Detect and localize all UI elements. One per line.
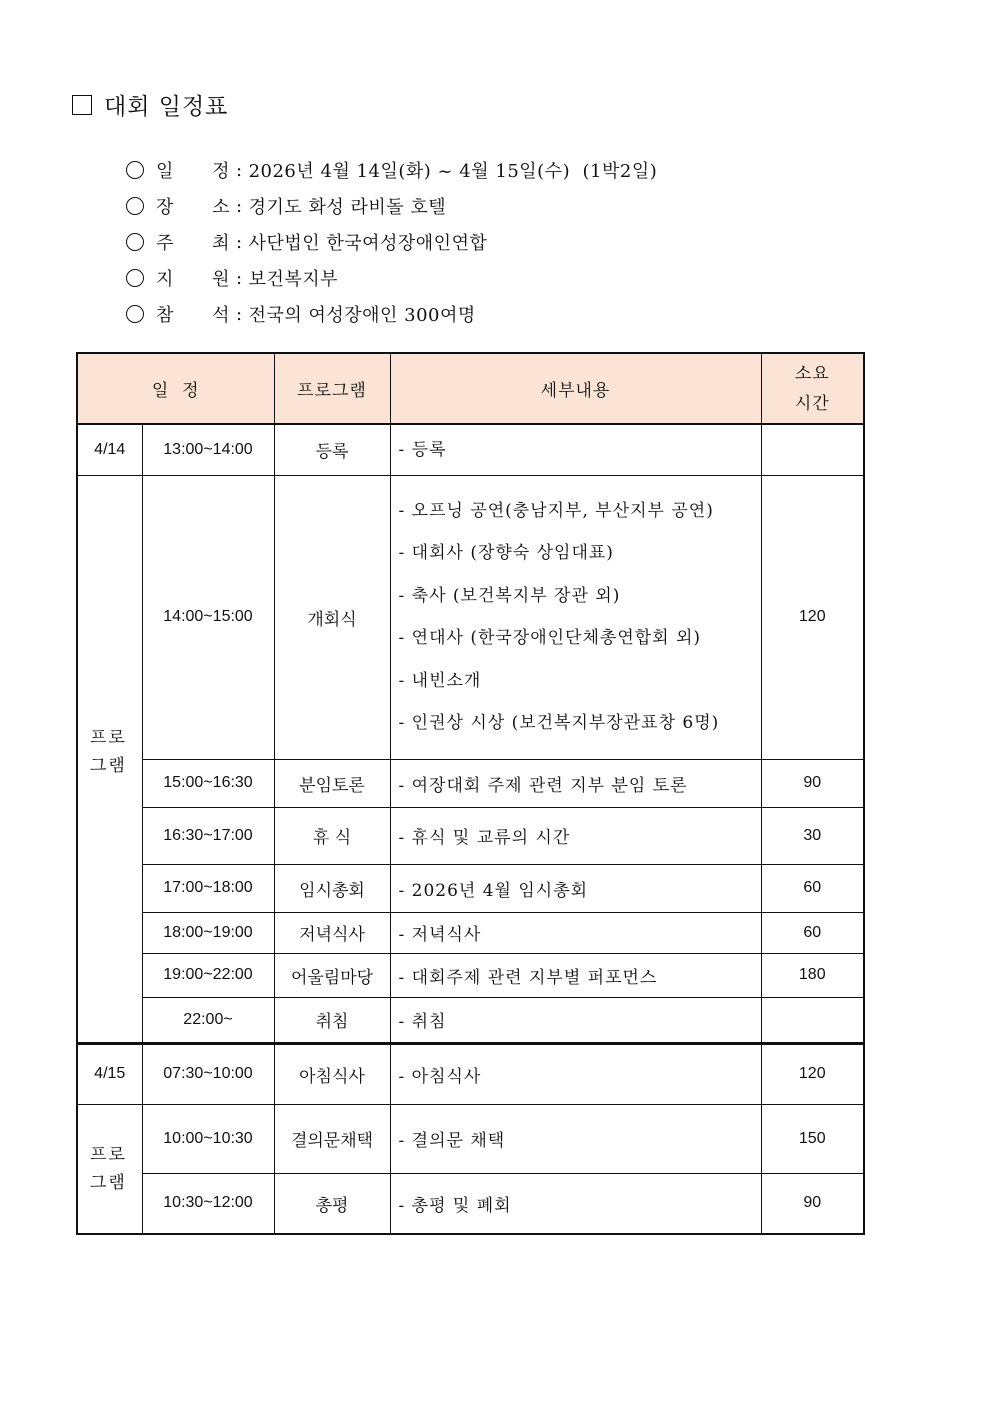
info-row-date: 일 정 : 2026년 4월 14일(화) ~ 4월 15일(수) (1박2일) [126,152,657,188]
table-row [77,424,864,475]
duration-cell: 30 [761,807,864,864]
circle-bullet-icon [126,161,144,179]
header-schedule: 일 정 [77,353,274,424]
program-cell: 저녁식사 [274,912,390,953]
page-title [72,88,228,121]
date-cell: 4/14 [77,424,142,475]
info-value: 보건복지부 [248,269,339,290]
table-row [77,1043,864,1104]
program-cell: 총평 [274,1173,390,1234]
duration-cell [761,997,864,1043]
time-cell: 07:30~10:00 [142,1043,274,1104]
info-label: 주 최 [156,233,230,254]
info-label: 일 정 [156,161,230,182]
table-row [77,759,864,807]
duration-cell: 90 [761,759,864,807]
duration-cell: 60 [761,864,864,912]
detail-cell: - 오프닝 공연(충남지부, 부산지부 공연) - 대회사 (장향숙 상임대표) - 축사 (보건복지부 장관 외) - 연대사 (한국장애인단체총연합회 외) - 내빈소개 - 인권상 시상 (보건복지부장관표창 6명) [390,475,761,759]
schedule-table [76,352,865,1235]
duration-cell: 150 [761,1104,864,1173]
checkbox-square-icon [72,95,92,115]
program-cell: 휴 식 [274,807,390,864]
info-value: 사단법인 한국여성장애인연합 [248,233,488,254]
info-label: 참 석 [156,305,230,326]
time-cell: 14:00~15:00 [142,475,274,759]
table-row [77,953,864,997]
info-value: 경기도 화성 라비돌 호텔 [248,197,447,218]
detail-cell: - 취침 [390,997,761,1043]
table-row [77,1173,864,1234]
table-row [77,997,864,1043]
header-program: 프로그램 [274,353,390,424]
date-cell: 4/15 [77,1043,142,1104]
table-header-row [77,353,864,424]
program-cell: 어울림마당 [274,953,390,997]
event-info-list [126,152,657,332]
detail-cell: - 2026년 4월 임시총회 [390,864,761,912]
info-row-venue: 장 소 : 경기도 화성 라비돌 호텔 [126,188,657,224]
time-cell: 10:30~12:00 [142,1173,274,1234]
duration-cell: 90 [761,1173,864,1234]
circle-bullet-icon [126,233,144,251]
program-cell: 취침 [274,997,390,1043]
program-cell: 임시총회 [274,864,390,912]
table-row [77,912,864,953]
circle-bullet-icon [126,305,144,323]
detail-cell: - 휴식 및 교류의 시간 [390,807,761,864]
info-row-attendees: 참 석 : 전국의 여성장애인 300여명 [126,296,657,332]
group-label-cell: 프로 그램 [77,1104,142,1234]
header-duration: 소요 시간 [761,353,864,424]
info-row-host: 주 최 : 사단법인 한국여성장애인연합 [126,224,657,260]
duration-cell [761,424,864,475]
duration-cell: 60 [761,912,864,953]
info-value: 2026년 4월 14일(화) ~ 4월 15일(수) (1박2일) [248,161,658,182]
time-cell: 15:00~16:30 [142,759,274,807]
time-cell: 16:30~17:00 [142,807,274,864]
detail-cell: - 결의문 채택 [390,1104,761,1173]
table-row [77,807,864,864]
time-cell: 10:00~10:30 [142,1104,274,1173]
program-cell: 개회식 [274,475,390,759]
info-row-support: 지 원 : 보건복지부 [126,260,657,296]
info-label: 장 소 [156,197,230,218]
detail-cell: - 총평 및 폐회 [390,1173,761,1234]
program-cell: 결의문채택 [274,1104,390,1173]
table-row [77,864,864,912]
duration-cell: 180 [761,953,864,997]
time-cell: 13:00~14:00 [142,424,274,475]
detail-cell: - 등록 [390,424,761,475]
circle-bullet-icon [126,197,144,215]
time-cell: 22:00~ [142,997,274,1043]
program-cell: 아침식사 [274,1043,390,1104]
page-title-text: 대회 일정표 [104,94,229,120]
table-row [77,475,864,759]
info-value: 전국의 여성장애인 300여명 [248,305,476,326]
detail-cell: - 여장대회 주제 관련 지부 분임 토론 [390,759,761,807]
detail-cell: - 저녁식사 [390,912,761,953]
header-detail: 세부내용 [390,353,761,424]
duration-cell: 120 [761,475,864,759]
circle-bullet-icon [126,269,144,287]
duration-cell: 120 [761,1043,864,1104]
detail-cell: - 대회주제 관련 지부별 퍼포먼스 [390,953,761,997]
time-cell: 19:00~22:00 [142,953,274,997]
table-row [77,1104,864,1173]
time-cell: 18:00~19:00 [142,912,274,953]
program-cell: 등록 [274,424,390,475]
info-label: 지 원 [156,269,230,290]
detail-cell: - 아침식사 [390,1043,761,1104]
group-label-cell: 프로 그램 [77,475,142,1043]
time-cell: 17:00~18:00 [142,864,274,912]
program-cell: 분임토론 [274,759,390,807]
